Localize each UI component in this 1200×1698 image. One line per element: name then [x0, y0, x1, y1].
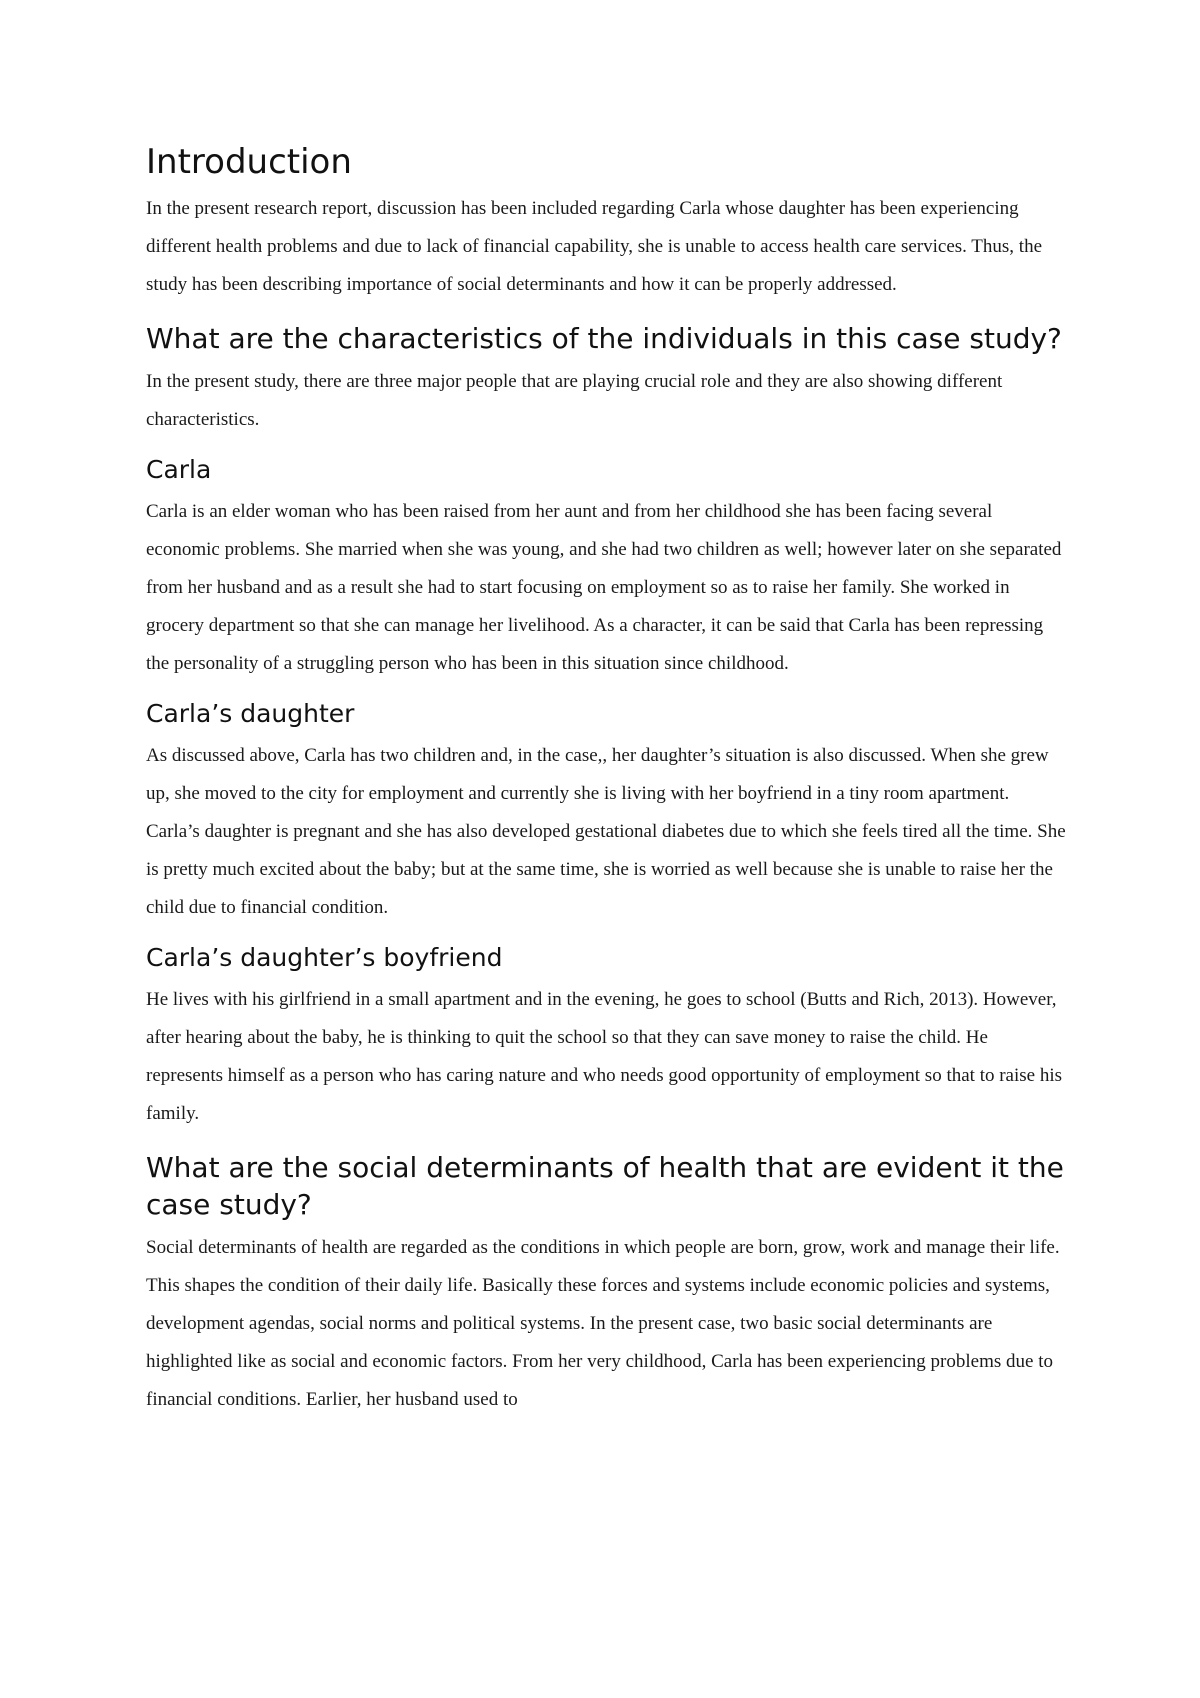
- heading-carla: Carla: [146, 455, 212, 484]
- paragraph-introduction: In the present research report, discussion has been included regarding Carla whose daughter has been experiencing different health problems and due to lack of financial capability, she is unable to access health care services. Thus, the study has been describing importance of social determinants and how it can be properly addressed.: [146, 198, 1043, 295]
- heading-social-determinants: What are the social determinants of health that are evident it the case study?: [146, 1151, 1064, 1221]
- heading-characteristics: What are the characteristics of the individuals in this case study?: [146, 322, 1062, 355]
- paragraph-social-determinants: Social determinants of health are regarded as the conditions in which people are born, grow, work and manage their life. This shapes the condition of their daily life. Basically these forces and systems include economic policies and systems, development agendas, social norms and political systems. In the present case, two basic social determinants are highlighted like as social and economic factors. From her very childhood, Carla has been experiencing problems due to financial conditions. Earlier, her husband used to: [146, 1237, 1060, 1410]
- paragraph-characteristics: In the present study, there are three major people that are playing crucial role and they are also showing different characteristics.: [146, 371, 1003, 430]
- document-body: [146, 140, 1066, 1419]
- heading-daughters-boyfriend: Carla’s daughter’s boyfriend: [146, 943, 503, 972]
- paragraph-daughters-boyfriend: He lives with his girlfriend in a small apartment and in the evening, he goes to school (Butts and Rich, 2013). However, after hearing about the baby, he is thinking to quit the school so that they can save money to raise the child. He represents himself as a person who has caring nature and who needs good opportunity of employment so that to raise his family.: [146, 989, 1063, 1124]
- paragraph-carlas-daughter: As discussed above, Carla has two children and, in the case,, her daughter’s situation is also discussed. When she grew up, she moved to the city for employment and currently she is living with her boyfriend in a tiny room apartment. Carla’s daughter is pregnant and she has also developed gestational diabetes due to which she feels tired all the time. She is pretty much excited about the baby; but at the same time, she is worried as well because she is unable to raise her the child due to financial condition.: [146, 745, 1066, 918]
- paragraph-carla: Carla is an elder woman who has been raised from her aunt and from her childhood she has been facing several economic problems. She married when she was young, and she had two children as well; however later on she separated from her husband and as a result she had to start focusing on employment so as to raise her family. She worked in grocery department so that she can manage her livelihood. As a character, it can be said that Carla has been repressing the personality of a struggling person who has been in this situation since childhood.: [146, 501, 1062, 674]
- heading-introduction: Introduction: [146, 142, 352, 182]
- heading-carlas-daughter: Carla’s daughter: [146, 699, 355, 728]
